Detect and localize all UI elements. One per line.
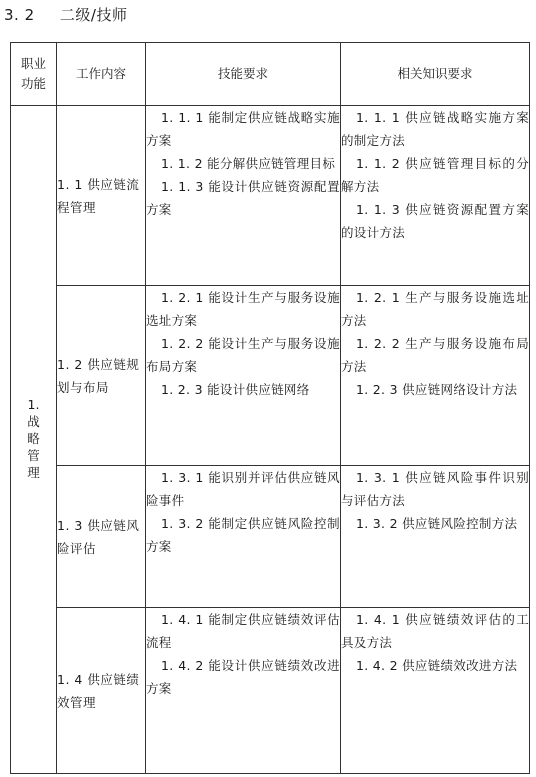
table-row — [11, 466, 530, 608]
table-header-row — [11, 43, 530, 106]
knowledge-requirements-cell — [341, 466, 530, 608]
section-number: 3. 2 — [4, 6, 35, 24]
knowledge-item: 1. 2. 2 生产与服务设施布局方法 — [341, 336, 529, 374]
knowledge-item: 1. 1. 1 供应链战略实施方案的制定方法 — [341, 110, 529, 148]
skill-item: 1. 4. 2 能设计供应链绩效改进方案 — [146, 658, 340, 696]
work-content-cell: 1. 1 供应链流程管理 — [57, 106, 146, 286]
occupational-standard-table — [10, 42, 530, 774]
table-row — [11, 608, 530, 774]
knowledge-item: 1. 2. 1 生产与服务设施选址方法 — [341, 290, 529, 328]
table-row — [11, 286, 530, 466]
skill-item: 1. 2. 3 能设计供应链网络 — [161, 382, 310, 397]
skill-item: 1. 1. 2 能分解供应链管理目标 — [161, 156, 336, 171]
knowledge-item: 1. 1. 3 供应链资源配置方案的设计方法 — [341, 202, 529, 240]
work-content-cell: 1. 4 供应链绩效管理 — [57, 608, 146, 774]
header-function: 职业功能 — [11, 43, 57, 106]
knowledge-item: 1. 1. 2 供应链管理目标的分解方法 — [341, 156, 529, 194]
header-skill: 技能要求 — [146, 43, 341, 106]
section-title: 二级/技师 — [59, 6, 128, 24]
skill-item: 1. 3. 1 能识别并评估供应链风险事件 — [146, 470, 340, 508]
knowledge-item: 1. 4. 2 供应链绩效改进方法 — [356, 658, 518, 673]
header-content: 工作内容 — [57, 43, 146, 106]
skill-item: 1. 1. 3 能设计供应链资源配置方案 — [146, 179, 340, 217]
knowledge-requirements-cell — [341, 286, 530, 466]
skill-item: 1. 3. 2 能制定供应链风险控制方案 — [146, 516, 340, 554]
knowledge-item: 1. 4. 1 供应链绩效评估的工具及方法 — [341, 612, 529, 650]
skill-requirements-cell — [146, 466, 341, 608]
skill-item: 1. 4. 1 能制定供应链绩效评估流程 — [146, 612, 340, 650]
knowledge-requirements-cell — [341, 106, 530, 286]
knowledge-requirements-cell — [341, 608, 530, 774]
table-row — [11, 106, 530, 286]
skill-requirements-cell — [146, 106, 341, 286]
skill-item: 1. 2. 2 能设计生产与服务设施布局方案 — [146, 336, 340, 374]
knowledge-item: 1. 3. 2 供应链风险控制方法 — [356, 516, 518, 531]
function-label: 1. 战略管理 — [27, 396, 40, 480]
knowledge-item: 1. 3. 1 供应链风险事件识别与评估方法 — [341, 470, 529, 508]
skill-requirements-cell — [146, 608, 341, 774]
skill-item: 1. 2. 1 能设计生产与服务设施选址方案 — [146, 290, 340, 328]
skill-requirements-cell — [146, 286, 341, 466]
work-content-cell: 1. 2 供应链规划与布局 — [57, 286, 146, 466]
header-knowledge: 相关知识要求 — [341, 43, 530, 106]
function-cell — [11, 106, 57, 774]
work-content-cell: 1. 3 供应链风险评估 — [57, 466, 146, 608]
knowledge-item: 1. 2. 3 供应链网络设计方法 — [356, 382, 518, 397]
section-heading — [4, 4, 127, 25]
skill-item: 1. 1. 1 能制定供应链战略实施方案 — [146, 110, 340, 148]
